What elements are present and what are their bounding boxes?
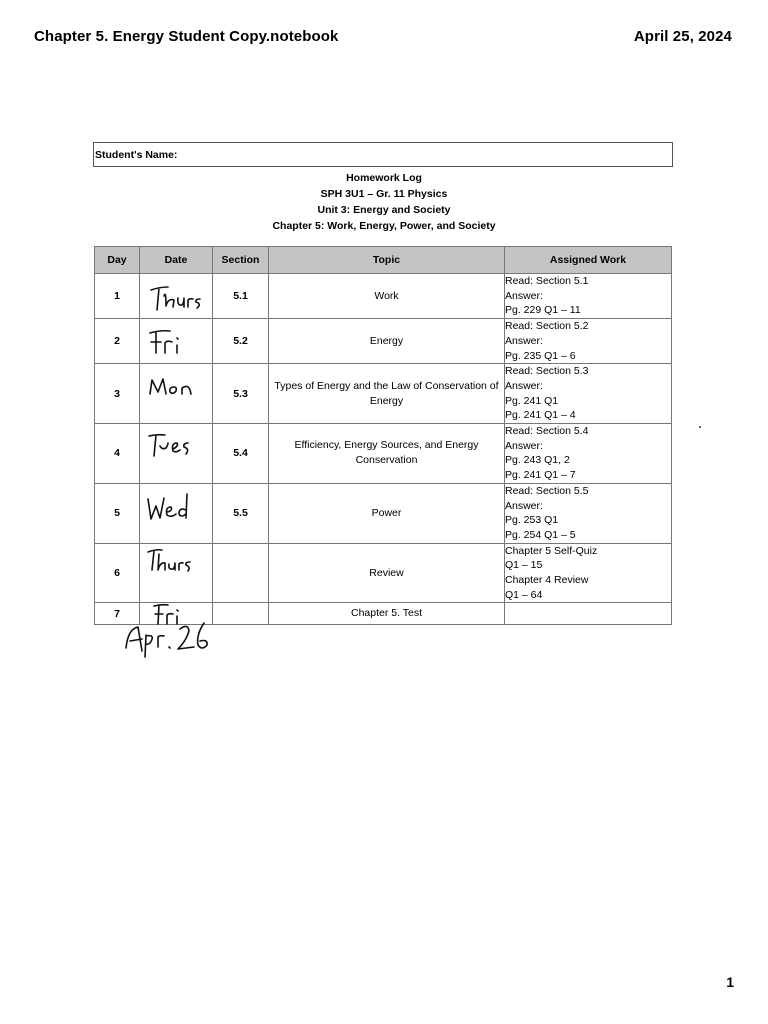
student-name-label: Student's Name: bbox=[95, 148, 178, 161]
handwritten-date bbox=[140, 483, 213, 543]
assigned-line: Pg. 241 Q1 – 7 bbox=[505, 469, 576, 482]
title-line: Unit 3: Energy and Society bbox=[317, 204, 451, 216]
topic-cell: Power bbox=[269, 483, 505, 543]
handwritten-date bbox=[140, 543, 213, 603]
assigned-line: Answer: bbox=[505, 289, 543, 302]
topic-cell: Chapter 5. Test bbox=[269, 603, 505, 625]
table-row bbox=[95, 274, 672, 319]
page-date: April 25, 2024 bbox=[633, 28, 732, 45]
topic-cell: Efficiency, Energy Sources, and Energy Conservation bbox=[269, 424, 505, 484]
day-cell: 6 bbox=[95, 543, 140, 603]
handwritten-note bbox=[122, 615, 222, 659]
assigned-line: Chapter 5 Self-Quiz bbox=[505, 544, 598, 557]
day-cell: 5 bbox=[95, 483, 140, 543]
section-cell bbox=[213, 543, 269, 603]
assigned-line: Q1 – 15 bbox=[505, 559, 543, 572]
assigned-line: Answer: bbox=[505, 334, 543, 347]
handwritten-date bbox=[140, 319, 213, 364]
title-line: Homework Log bbox=[346, 172, 422, 184]
assigned-line: Pg. 229 Q1 – 11 bbox=[505, 304, 581, 317]
assigned-line: Pg. 254 Q1 – 5 bbox=[505, 528, 576, 541]
notebook-title: Chapter 5. Energy Student Copy.notebook bbox=[34, 28, 339, 45]
table-row bbox=[95, 319, 672, 364]
section-cell: 5.1 bbox=[213, 274, 269, 319]
assigned-line: Pg. 243 Q1, 2 bbox=[505, 454, 570, 467]
stray-mark bbox=[699, 426, 701, 428]
day-cell: 2 bbox=[95, 319, 140, 364]
table-row bbox=[95, 364, 672, 424]
assigned-work-cell bbox=[505, 274, 672, 319]
section-cell: 5.2 bbox=[213, 319, 269, 364]
handwritten-date bbox=[140, 424, 213, 484]
assigned-line: Pg. 235 Q1 – 6 bbox=[505, 349, 576, 362]
topic-cell: Types of Energy and the Law of Conservation of Energy bbox=[269, 364, 505, 424]
assigned-work-cell bbox=[505, 424, 672, 484]
section-cell: 5.5 bbox=[213, 483, 269, 543]
assigned-line: Answer: bbox=[505, 379, 543, 392]
day-cell: 7 bbox=[95, 603, 140, 625]
assigned-line: Pg. 241 Q1 bbox=[505, 394, 559, 407]
assigned-line: Pg. 253 Q1 bbox=[505, 514, 559, 527]
assigned-line: Read: Section 5.1 bbox=[505, 275, 589, 287]
topic-cell: Work bbox=[269, 274, 505, 319]
header-section: Section bbox=[213, 247, 269, 274]
page-number: 1 bbox=[726, 974, 734, 990]
assigned-line: Chapter 4 Review bbox=[505, 574, 589, 587]
student-name-field bbox=[93, 142, 673, 167]
homework-log-table bbox=[94, 246, 672, 625]
table-row bbox=[95, 543, 672, 603]
header-topic: Topic bbox=[269, 247, 505, 274]
title-block bbox=[93, 170, 675, 234]
assigned-line: Answer: bbox=[505, 499, 543, 512]
day-cell: 3 bbox=[95, 364, 140, 424]
table-row bbox=[95, 483, 672, 543]
assigned-line: Read: Section 5.2 bbox=[505, 320, 589, 333]
assigned-line: Pg. 241 Q1 – 4 bbox=[505, 409, 576, 422]
assigned-line: Read: Section 5.3 bbox=[505, 365, 589, 378]
section-cell: 5.4 bbox=[213, 424, 269, 484]
day-cell: 4 bbox=[95, 424, 140, 484]
assigned-line: Q1 – 64 bbox=[505, 588, 543, 601]
assigned-line: Read: Section 5.5 bbox=[505, 484, 589, 497]
header-date: Date bbox=[140, 247, 213, 274]
table-header-row bbox=[95, 247, 672, 274]
assigned-work-cell bbox=[505, 603, 672, 625]
assigned-line: Answer: bbox=[505, 439, 543, 452]
assigned-work-cell bbox=[505, 483, 672, 543]
header-day: Day bbox=[95, 247, 140, 274]
handwritten-date bbox=[140, 364, 213, 424]
assigned-work-cell bbox=[505, 543, 672, 603]
title-line: Chapter 5: Work, Energy, Power, and Society bbox=[272, 220, 496, 232]
section-cell: 5.3 bbox=[213, 364, 269, 424]
title-line: SPH 3U1 – Gr. 11 Physics bbox=[320, 188, 448, 200]
handwritten-date bbox=[140, 274, 213, 319]
day-cell: 1 bbox=[95, 274, 140, 319]
header-assigned-work: Assigned Work bbox=[505, 247, 672, 274]
topic-cell: Energy bbox=[269, 319, 505, 364]
table-row bbox=[95, 424, 672, 484]
topic-cell: Review bbox=[269, 543, 505, 603]
assigned-work-cell bbox=[505, 364, 672, 424]
assigned-work-cell bbox=[505, 319, 672, 364]
assigned-line: Read: Section 5.4 bbox=[505, 425, 589, 438]
